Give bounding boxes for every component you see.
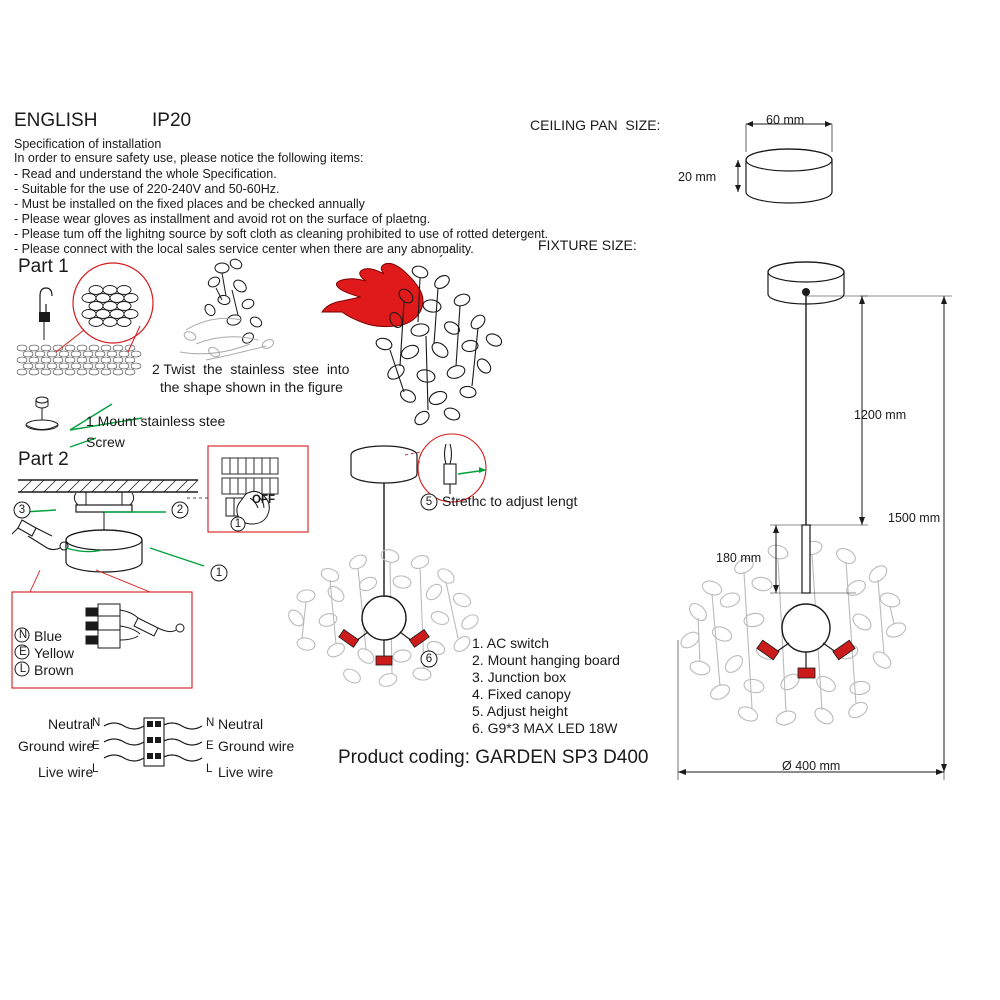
wiring-right-n: N [206, 717, 215, 729]
spec-item: - Read and understand the whole Specification. [14, 167, 277, 181]
language-label: ENGLISH [14, 110, 98, 131]
spec-item: - Suitable for the use of 220-240V and 50-60Hz. [14, 182, 280, 196]
terminal-e-symbol: E [19, 646, 27, 658]
wiring-left-neutral: Neutral [48, 716, 94, 732]
diameter-dimension: Ø 400 mm [782, 759, 841, 773]
terminal-n-symbol: N [18, 629, 28, 641]
wiring-left-n: N [92, 717, 101, 729]
wire-yellow-label: Yellow [34, 645, 74, 661]
spec-title: Specification of installation [14, 137, 162, 151]
legend-item: 2. Mount hanging board [472, 652, 620, 668]
wiring-right-neutral: Neutral [218, 716, 264, 732]
callout-1: 1 [215, 567, 223, 579]
spec-item: - Please wear gloves as installment and avoid rot on the surface of plaetng. [14, 212, 431, 226]
callout-2: 2 [176, 504, 184, 516]
wiring-right-live: Live wire [218, 764, 274, 780]
legend-item: 5. Adjust height [472, 703, 568, 719]
ip-rating-label: IP20 [152, 110, 192, 131]
step2-line1: 2 Twist the stainless stee into [152, 361, 350, 377]
step5-number: 5 [425, 496, 433, 508]
part1-title: Part 1 [18, 256, 69, 277]
head-height-dimension: 180 mm [716, 551, 762, 565]
pan-width-dimension: 60 mm [766, 113, 805, 127]
cord-length-dimension: 1200 mm [854, 408, 907, 422]
step2-line2: the shape shown in the figure [160, 379, 343, 395]
legend-item: 6. G9*3 MAX LED 18W [472, 720, 618, 736]
step1-label: 1 Mount stainless stee [86, 413, 226, 429]
wiring-right-e: E [206, 740, 214, 752]
legend-item: 4. Fixed canopy [472, 686, 571, 702]
legend-item: 3. Junction box [472, 669, 567, 685]
pan-height-dimension: 20 mm [678, 170, 717, 184]
wiring-right-ground: Ground wire [218, 738, 295, 754]
wire-brown-label: Brown [34, 662, 74, 678]
fixture-size-title: FIXTURE SIZE: [538, 237, 637, 253]
wiring-left-ground: Ground wire [18, 738, 95, 754]
wiring-left-live: Live wire [38, 764, 94, 780]
total-height-dimension: 1500 mm [888, 511, 941, 525]
spec-item: - Must be installed on the fixed places and be checked annually [14, 197, 365, 211]
off-callout-number: 1 [234, 518, 242, 530]
wiring-left-l: L [92, 763, 99, 775]
spec-item: - Please connect with the local sales service center when there are any abnomality. [14, 242, 474, 256]
callout-3: 3 [18, 504, 26, 516]
part2-title: Part 2 [18, 449, 69, 470]
wiring-right-l: L [206, 763, 213, 775]
wiring-left-e: E [92, 740, 100, 752]
off-label: OFF [252, 494, 275, 506]
step6-number: 6 [425, 653, 433, 665]
legend-item: 1. AC switch [472, 635, 550, 651]
spec-intro: In order to ensure safety use, please notice the following items: [14, 151, 364, 165]
ceiling-pan-size-title: CEILING PAN SIZE: [530, 117, 661, 133]
terminal-l-symbol: L [19, 663, 27, 675]
spec-item: - Please tum off the lighitng source by soft cloth as cleaning prohibited to use of rotted detergent. [14, 227, 549, 241]
wire-blue-label: Blue [34, 628, 63, 644]
step5-label: Strethc to adjust lengt [442, 493, 578, 509]
product-coding: Product coding: GARDEN SP3 D400 [338, 747, 649, 768]
screw-label: Screw [86, 434, 125, 450]
